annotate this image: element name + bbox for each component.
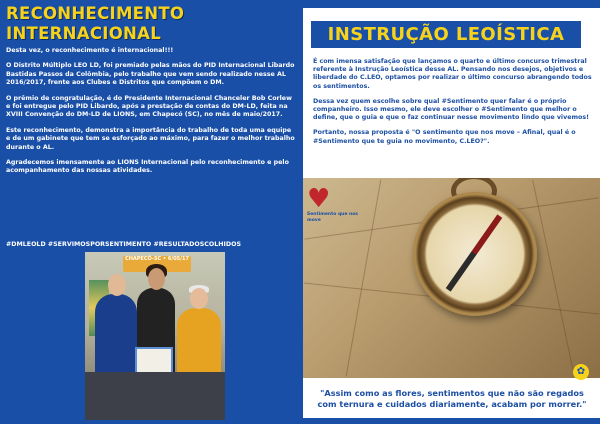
instruction-paragraph: Portanto, nossa proposta é "O sentimento que nos move – Afinal, qual é o #Sentimento que te guia no movimento, C.LEO?". [313,129,576,145]
recognition-paragraph: Desta vez, o reconhecimento é internacional!!! [6,47,174,54]
recognition-paragraph: O prêmio de congratulação, é do Presidente Internacional Chanceler Bob Corlew e foi entregue pelo PID Libardo, após a prestação de contas do DM-LD, feita na XVIII Convenção do DM-LD de LIONS, em Chapecó (SC), no mês de maio/2017. [6,94,292,119]
recognition-body [6,47,297,183]
recognition-title-line1: RECONHECIMENTO [6,4,185,23]
instruction-paragraph: Dessa vez quem escolhe sobre qual #Sentimento quer falar é o próprio companheiro. Isso mesmo, ele deve escolher o #Sentimento que melhor o define, que o guia e que o faz continuar nesse movimento lindo que vivemos! [313,97,589,122]
recognition-title [6,4,296,44]
bottom-bar [303,418,600,424]
closing-quote: "Assim como as flores, sentimentos que não são regados com ternura e cuidados diariamente, acabam por morrer." [317,388,587,409]
table-decoration [85,372,225,420]
instruction-panel [303,0,600,424]
hashtags: #DMLEOLD #SERVIMOSPORSENTIMENTO #RESULTADOSCOLHIDOS [6,241,241,248]
recognition-paragraph: O Distrito Múltiplo LEO LD, foi premiado pelas mãos do PID Internacional Libardo Bastidas Passos da Colômbia, pelo trabalho que vem sendo realizado nesse AL 2016/2017, frente aos Clubes e Distritos que compõem o DM. [6,62,295,87]
recognition-paragraph: Agradecemos imensamente ao LIONS Internacional pelo reconhecimento e pelo acompanhamento das nossas atividades. [6,159,289,175]
logo-text: Sentimento que nos move [307,212,358,223]
compass-image [303,178,600,378]
award-photo [85,252,225,420]
clover-icon: ✿ [573,364,589,380]
instruction-paragraph: É com imensa satisfação que lançamos o quarto e último concurso trimestral referente à Instrução Leoística desse AL. Pensando nos desejos, objetivos e liberdade do C.LEO, optamos por realizar o último concurso abrangendo todos os sentimentos. [313,58,592,90]
top-bar [303,0,600,8]
photo-banner: CHAPECÓ-SC • 6/05/17 [123,256,191,272]
instruction-title-box [311,21,581,48]
recognition-title-line2: INTERNACIONAL [6,24,162,43]
recognition-paragraph: Este reconhecimento, demonstra a importância do trabalho de toda uma equipe e de um gabinete que tem se esforçado ao máximo, para fazer o melhor trabalho durante o AL. [6,126,295,151]
instruction-body [313,58,593,153]
instruction-title: INSTRUÇÃO LEOÍSTICA [327,24,565,45]
heart-logo-icon: ♥ [307,184,331,214]
